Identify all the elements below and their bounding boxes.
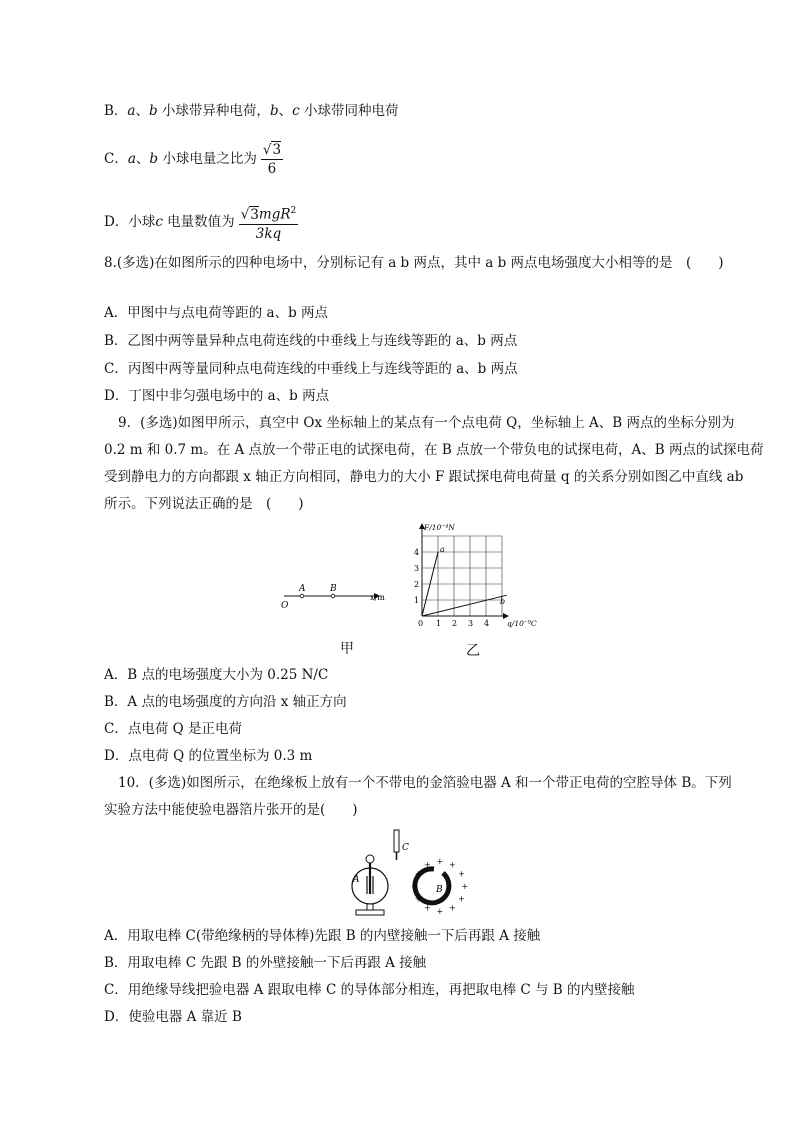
x-tick-label: 1 [436,619,442,628]
point-a-label: A [299,584,306,594]
q8-stem: 8.(多选)在如图所示的四种电场中，分别标记有 a b 两点，其中 a b 两点电场强度大小相等的是 ( ) [104,255,724,271]
x-tick-label: 3 [468,619,474,628]
line-a-label: a [440,545,445,554]
electroscope-knob [366,855,374,863]
electroscope-neck [367,904,373,910]
q10-option-a: A．用取电棒 C(带绝缘柄的导体棒)先跟 B 的内壁接触一下后再跟 A 接触 [104,928,541,944]
q10-option-d: D．使验电器 A 靠近 B [104,1009,242,1025]
y-tick-label: 1 [414,596,420,605]
x-tick-label: 4 [484,619,490,628]
q8-option-c: C．丙图中两等量同种点电荷连线的中垂线上与连线等距的 a、b 两点 [104,361,518,377]
q7-ratio-fraction: $\frac{√3}{6}$ [262,142,282,177]
q10-stem-line2: 实验方法中能使验电器箔片张开的是( ) [104,802,358,818]
q-axis-label: q/10⁻⁹C [507,619,537,628]
electroscope-label: A [353,875,360,885]
q9-stem-line1: 9．(多选)如图甲所示，真空中 Ox 坐标轴上的某点有一个点电荷 Q，坐标轴上 A、B 两点的坐标分别为 [118,415,735,431]
plus-charge-sign: + [414,894,422,904]
x-tick-label: 2 [452,619,458,628]
figure-jia-caption: 甲 [340,641,354,657]
plus-charge-sign: + [449,903,456,913]
y-tick-label: 4 [414,548,420,557]
figure-yi-caption: 乙 [466,643,480,659]
q10-option-b: B．用取电棒 C 先跟 B 的外壁接触一下后再跟 A 接触 [104,955,427,971]
plus-charge-sign: + [458,894,465,904]
q8-option-a: A．甲图中与点电荷等距的 a、b 两点 [104,305,329,321]
point-a-marker [300,594,304,598]
q9-option-c: C．点电荷 Q 是正电荷 [104,721,242,737]
plus-charge-sign: + [424,860,431,870]
line-b-label: b [500,597,506,606]
q8-option-d: D．丁图中非匀强电场中的 a、b 两点 [104,388,330,404]
graph-grid [422,536,502,616]
q9-option-a: A．B 点的电场强度大小为 0.25 N/C [104,667,329,683]
plus-charge-sign: + [458,869,465,879]
q7-option-b: B．a、b 小球带异种电荷，b、c 小球带同种电荷 [104,103,399,119]
figure-jia [278,578,396,614]
q10-option-c: C．用绝缘导线把验电器 A 跟取电棒 C 的导体部分相连，再把取电棒 C 与 B 的内壁接触 [104,982,635,998]
line-b [422,595,507,616]
plus-charge-sign: + [449,860,456,870]
electroscope-base [356,910,384,915]
q7-charge-fraction: $\frac{√3mgR^2}{3kq}$ [239,203,299,242]
rod-c-label: C [402,843,409,853]
q9-stem-line2: 0.2 m 和 0.7 m。在 A 点放一个带正电的试探电荷，在 B 点放一个带负电的试探电荷，A、B 两点的试探电荷 [104,442,764,458]
q7-option-d: D．小球c 电量数值为 $\frac{√3mgR^2}{3kq}$ [104,203,298,242]
q8-option-b: B．乙图中两等量异种点电荷连线的中垂线上与连线等距的 a、b 两点 [104,333,518,349]
figure-yi [404,520,552,632]
q9-option-d: D．点电荷 Q 的位置坐标为 0.3 m [104,748,313,764]
plus-charge-sign: + [414,869,422,879]
q9-option-b: B．A 点的电场强度的方向沿 x 轴正方向 [104,694,347,710]
point-b-label: B [330,584,337,594]
q9-stem-line3: 受到静电力的方向都跟 x 轴正方向相同，静电力的大小 F 跟试探电荷电荷量 q 的关系分别如图乙中直线 ab [104,469,744,485]
hollow-conductor-label: B [436,885,443,895]
f-axis-label: F/10⁻⁴N [424,523,455,532]
plus-charge-sign: + [424,903,431,913]
q9-stem-line4: 所示。下列说法正确的是 ( ) [104,496,304,512]
plus-charge-sign: + [411,882,419,891]
x-tick-label: 0 [418,619,424,628]
plus-charge-sign: + [436,857,444,866]
plus-charge-sign: + [436,907,444,916]
electroscope-figure [348,826,469,920]
point-b-marker [331,594,335,598]
q7-option-c: C．a、b 小球电量之比为 $\frac{√3}{6}$ [104,142,282,177]
origin-label: O [281,601,289,611]
q10-stem-line1: 10．(多选)如图所示，在绝缘板上放有一个不带电的金箔验电器 A 和一个带正电荷的空腔导体 B。下列 [118,775,732,791]
y-tick-label: 2 [414,580,420,589]
rod-c-handle [394,830,399,852]
y-tick-label: 3 [414,564,420,573]
x-axis-unit-label: x/m [370,593,385,602]
plus-charge-sign: + [461,882,469,891]
